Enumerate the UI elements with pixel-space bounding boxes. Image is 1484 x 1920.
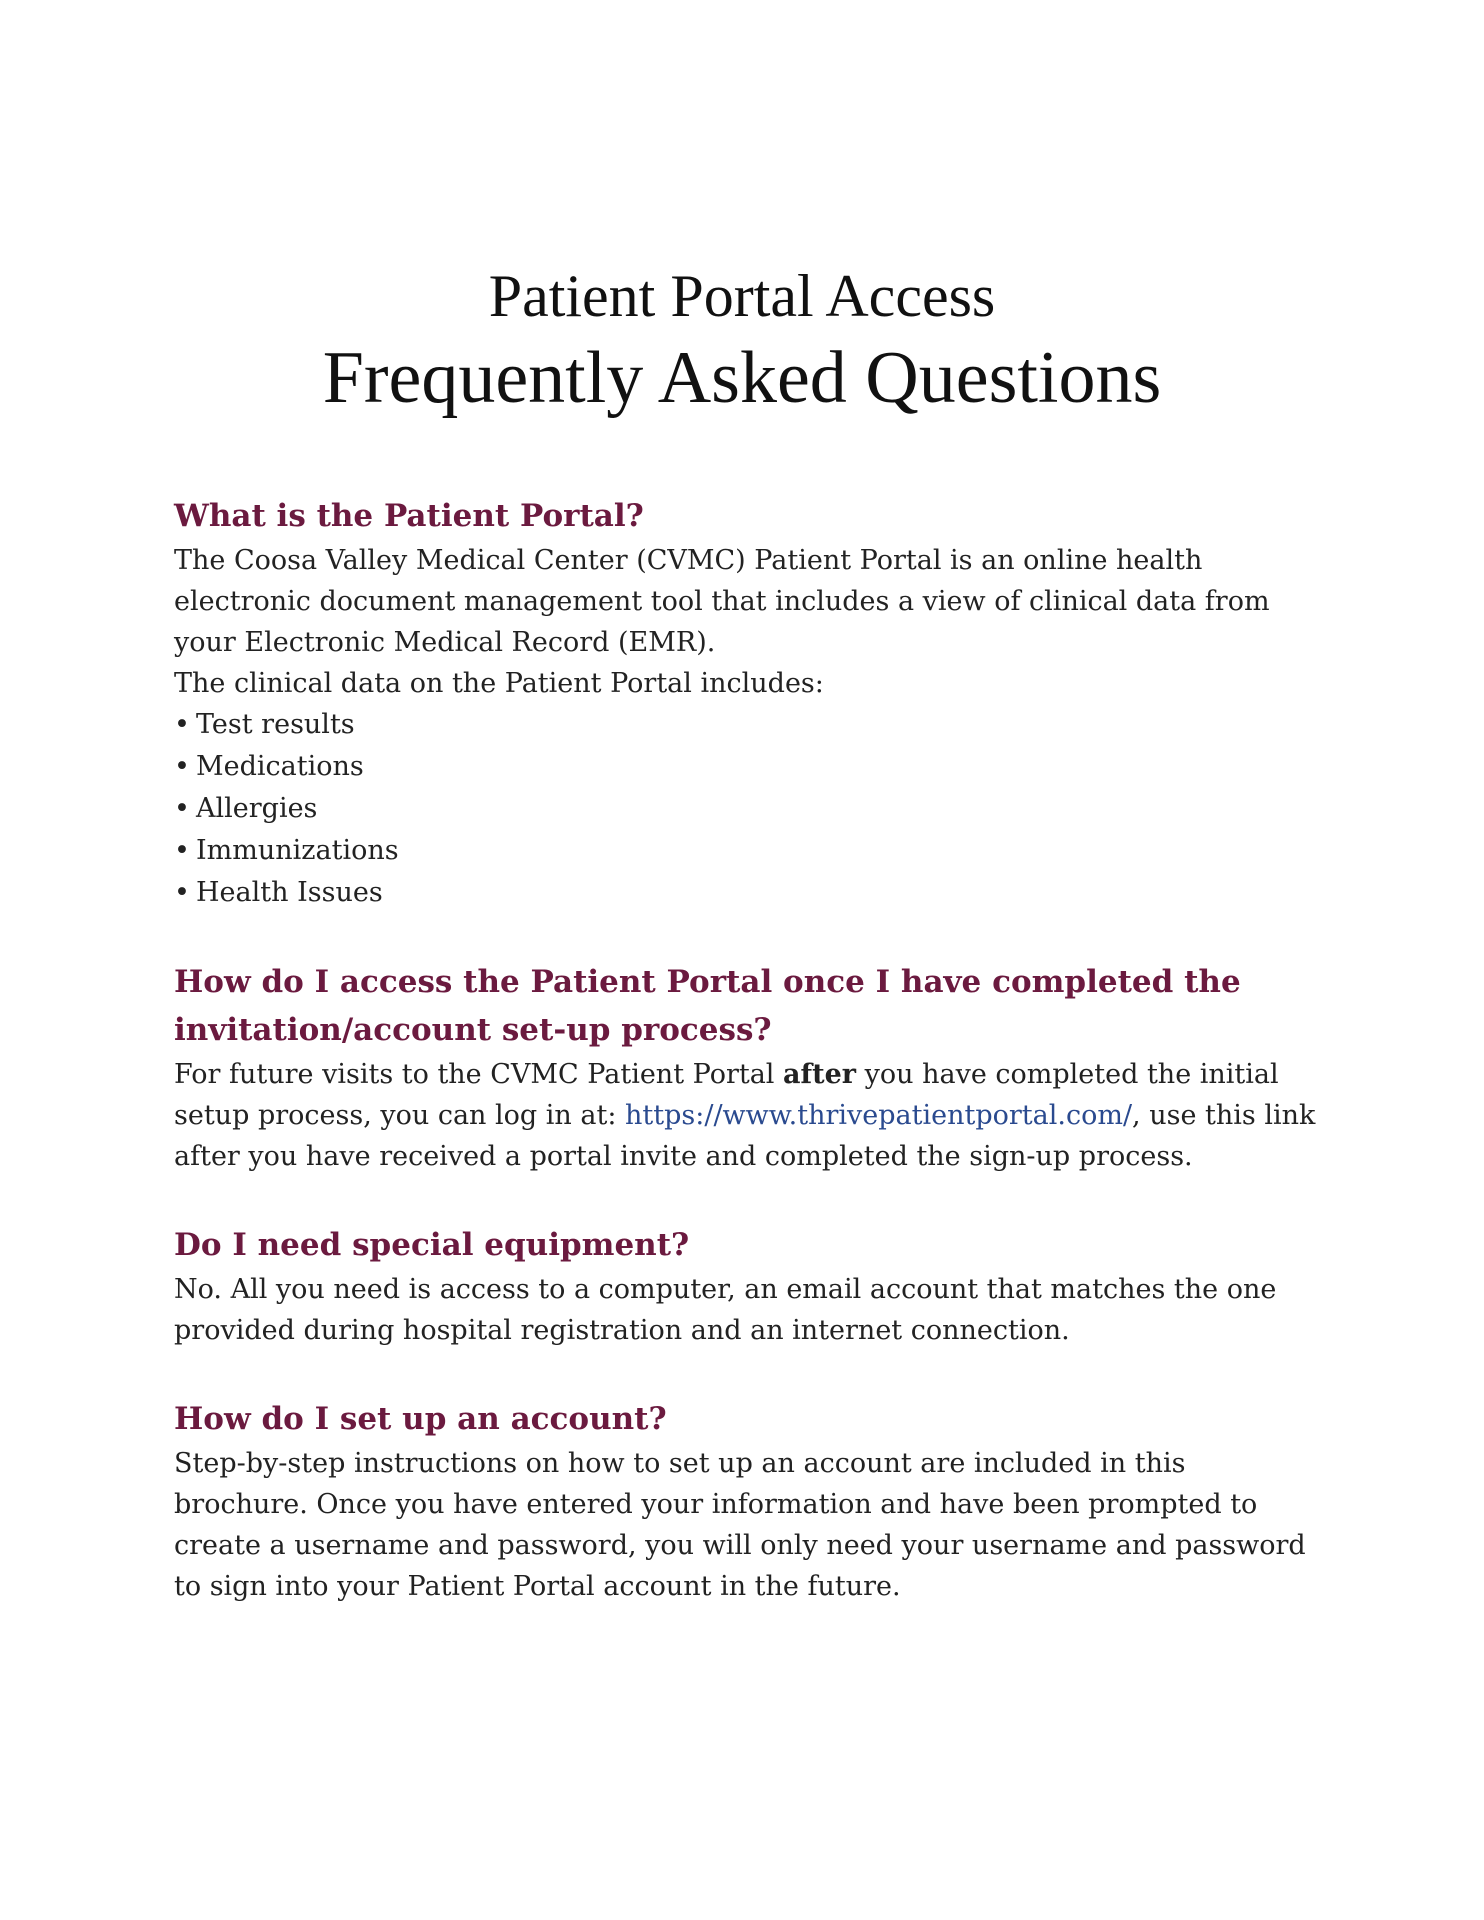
- list-item-label: Immunizations: [196, 835, 399, 866]
- faq-content: [174, 492, 1324, 1651]
- faq-question-setup: How do I set up an account?: [174, 1401, 667, 1437]
- answer-text-bold: after: [783, 1059, 857, 1090]
- list-item: [174, 704, 1324, 746]
- list-item-label: Test results: [196, 709, 355, 740]
- page-title: Patient Portal Access: [488, 263, 996, 329]
- faq-section-setup: [174, 1395, 1324, 1607]
- list-item-label: Health Issues: [196, 877, 383, 908]
- page-subtitle: Frequently Asked Questions: [322, 337, 1162, 419]
- bullet-icon: •: [174, 751, 190, 782]
- list-item: [174, 830, 1324, 872]
- faq-answer-equipment: No. All you need is access to a computer, an email account that matches the one provided during hospital registration and an internet connection.: [174, 1274, 1277, 1346]
- faq-answer-what-is: The Coosa Valley Medical Center (CVMC) Patient Portal is an online health electronic document management tool that includes a view of clinical data from your Electronic Medical Record (EMR).: [174, 545, 1270, 658]
- list-item-label: Allergies: [196, 793, 318, 824]
- faq-question-equipment: Do I need special equipment?: [174, 1227, 690, 1263]
- clinical-data-list: [174, 704, 1324, 914]
- faq-section-what-is: [174, 492, 1324, 914]
- faq-question-access: How do I access the Patient Portal once I have completed the invitation/account set-up process?: [174, 964, 1241, 1048]
- bullet-icon: •: [174, 709, 190, 740]
- list-item: [174, 746, 1324, 788]
- list-item-label: Medications: [196, 751, 364, 782]
- portal-link[interactable]: https://www.thrivepatientportal.com/: [625, 1100, 1133, 1131]
- faq-question-what-is: What is the Patient Portal?: [174, 498, 644, 534]
- list-item: [174, 872, 1324, 914]
- list-item: [174, 788, 1324, 830]
- faq-section-equipment: [174, 1221, 1324, 1351]
- clinical-data-intro: The clinical data on the Patient Portal includes:: [174, 668, 824, 699]
- faq-answer-setup: Step-by-step instructions on how to set up an account are included in this brochure. Once you have entered your information and have been prompted to create a username and password, you will only need your username and password to sign into your Patient Portal account in the future.: [174, 1448, 1306, 1602]
- bullet-icon: •: [174, 877, 190, 908]
- answer-text-part1: For future visits to the CVMC Patient Portal: [174, 1059, 784, 1090]
- answer-text-part2: you have completed the initial setup process, you can log in at:: [174, 1059, 1279, 1131]
- faq-section-access: [174, 958, 1324, 1177]
- bullet-icon: •: [174, 835, 190, 866]
- faq-answer-access: [174, 1054, 1324, 1177]
- title-block: [0, 260, 1484, 424]
- bullet-icon: •: [174, 793, 190, 824]
- answer-text-part3: , use this link after you have received a portal invite and completed the sign-up process.: [174, 1100, 1316, 1172]
